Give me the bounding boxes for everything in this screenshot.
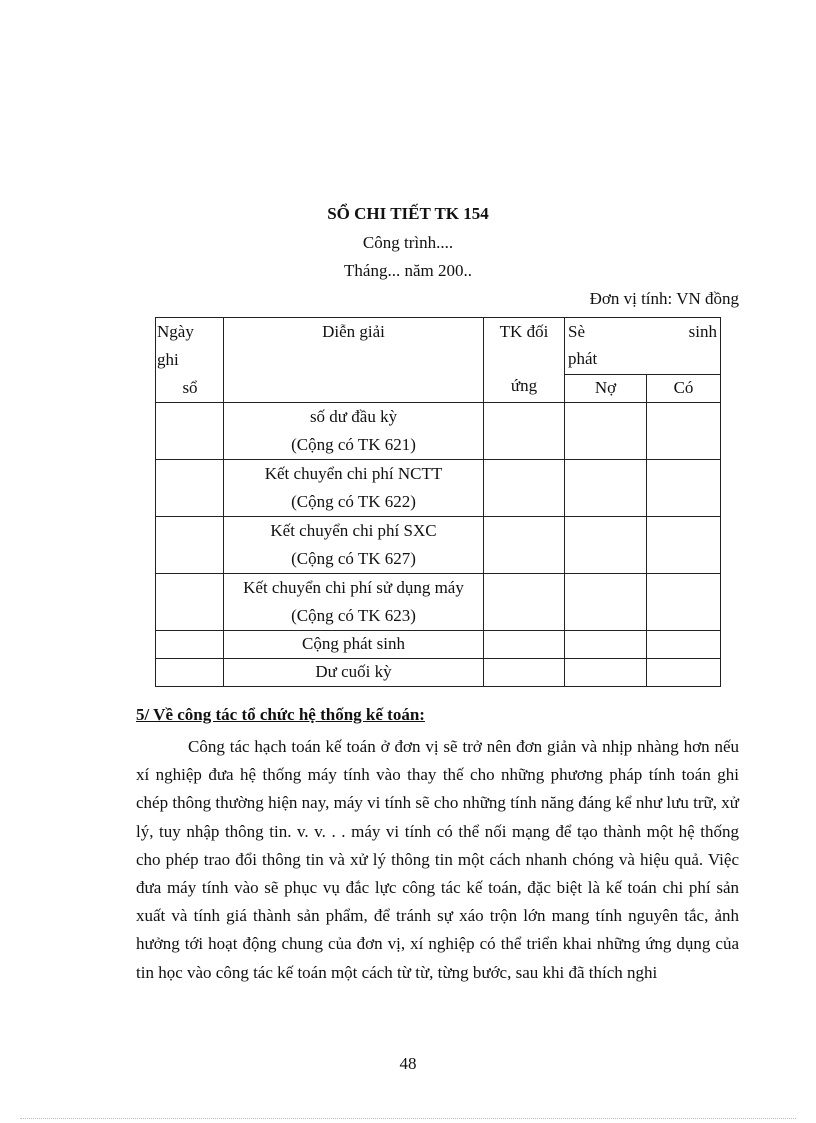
date-cell: [156, 460, 224, 517]
description-cell: [224, 517, 484, 574]
description-line: (Cộng có TK 623): [291, 606, 416, 625]
credit-cell: [647, 517, 721, 574]
credit-header-label: Có: [673, 377, 694, 397]
description-line: Cộng phát sinh: [302, 634, 405, 653]
description-cell: [224, 659, 484, 687]
credit-header: [647, 374, 721, 402]
date-header-line: sổ: [182, 378, 198, 397]
account-header-line: TK đối: [499, 322, 549, 341]
table-row: [156, 659, 721, 687]
description-line: Dư cuối kỳ: [315, 662, 392, 681]
debit-cell: [565, 574, 647, 631]
debit-cell: [565, 517, 647, 574]
arising-header-right: sinh: [688, 322, 717, 341]
section-heading: 5/ Về công tác tổ chức hệ thống kế toán:: [136, 705, 425, 724]
table-row: [156, 403, 721, 460]
page-number: 48: [399, 1054, 417, 1073]
account-cell: [484, 403, 565, 460]
description-line: Kết chuyển chi phí SXC: [270, 521, 437, 540]
description-cell: [224, 403, 484, 460]
description-line: (Cộng có TK 622): [291, 492, 416, 511]
debit-cell: [565, 460, 647, 517]
credit-cell: [647, 403, 721, 460]
account-cell: [484, 574, 565, 631]
date-cell: [156, 574, 224, 631]
description-cell: [224, 631, 484, 659]
account-header: [484, 318, 565, 403]
date-cell: [156, 631, 224, 659]
page-bottom-divider: [20, 1118, 796, 1119]
currency-unit: Đơn vị tính: VN đồng: [589, 289, 739, 308]
arising-header: [565, 318, 721, 375]
date-header: [156, 318, 224, 403]
date-header-line: Ngày: [157, 322, 194, 341]
ledger-table: [155, 317, 721, 687]
date-cell: [156, 659, 224, 687]
debit-cell: [565, 403, 647, 460]
debit-header: [565, 374, 647, 402]
account-header-line: ứng: [510, 376, 538, 395]
credit-cell: [647, 460, 721, 517]
credit-cell: [647, 574, 721, 631]
project-line: Công trình....: [362, 233, 454, 252]
description-line: Kết chuyển chi phí NCTT: [264, 464, 443, 483]
description-header: [224, 318, 484, 403]
body-paragraph: Công tác hạch toán kế toán ở đơn vị sẽ trở nên đơn giản và nhịp nhàng hơn nếu xí nghiệp đưa hệ thống máy tính vào thay thế cho những phương pháp tính toán ghi chép thông thường hiện nay, máy vi tính sẽ cho những tính năng đáng kể như lưu trữ, xử lý, tuy nhập thông tin. v. v. . . máy vi tính có thể nối mạng để tạo thành một hệ thống cho phép trao đổi thông tin và xử lý thông tin một cách nhanh chóng và hiệu quả. Việc đưa máy tính vào sẽ phục vụ đắc lực công tác kế toán, đặc biệt là kế toán chi phí sản xuất và tính giá thành sản phẩm, để tránh sự xáo trộn lớn mang tính nguyên tắc, ảnh hưởng tới hoạt động chung của đơn vị, xí nghiệp có thể triển khai những ứng dụng của tin học vào công tác kế toán một cách từ từ, từng bước, sau khi đã thích nghi: [136, 737, 739, 982]
description-line: (Cộng có TK 627): [291, 549, 416, 568]
description-line: (Cộng có TK 621): [291, 435, 416, 454]
description-header-label: Diễn giải: [322, 322, 385, 341]
description-cell: [224, 574, 484, 631]
debit-cell: [565, 631, 647, 659]
date-header-line: ghi: [157, 350, 179, 369]
date-cell: [156, 403, 224, 460]
debit-header-label: Nợ: [594, 377, 617, 397]
period-line: Tháng... năm 200..: [344, 261, 472, 280]
credit-cell: [647, 631, 721, 659]
description-line: Kết chuyển chi phí sử dụng máy: [243, 578, 464, 597]
table-row: [156, 460, 721, 517]
description-cell: [224, 460, 484, 517]
arising-header-left: Sè: [568, 322, 585, 341]
account-cell: [484, 659, 565, 687]
table-row: [156, 517, 721, 574]
arising-header-bottom: phát: [568, 349, 598, 368]
table-row: [156, 631, 721, 659]
credit-cell: [647, 659, 721, 687]
table-row: [156, 574, 721, 631]
date-cell: [156, 517, 224, 574]
description-line: số dư đầu kỳ: [309, 407, 398, 426]
ledger-title: SỔ CHI TIẾT TK 154: [327, 204, 489, 223]
debit-cell: [565, 659, 647, 687]
account-cell: [484, 460, 565, 517]
account-cell: [484, 631, 565, 659]
account-cell: [484, 517, 565, 574]
table-header-row: [156, 318, 721, 375]
